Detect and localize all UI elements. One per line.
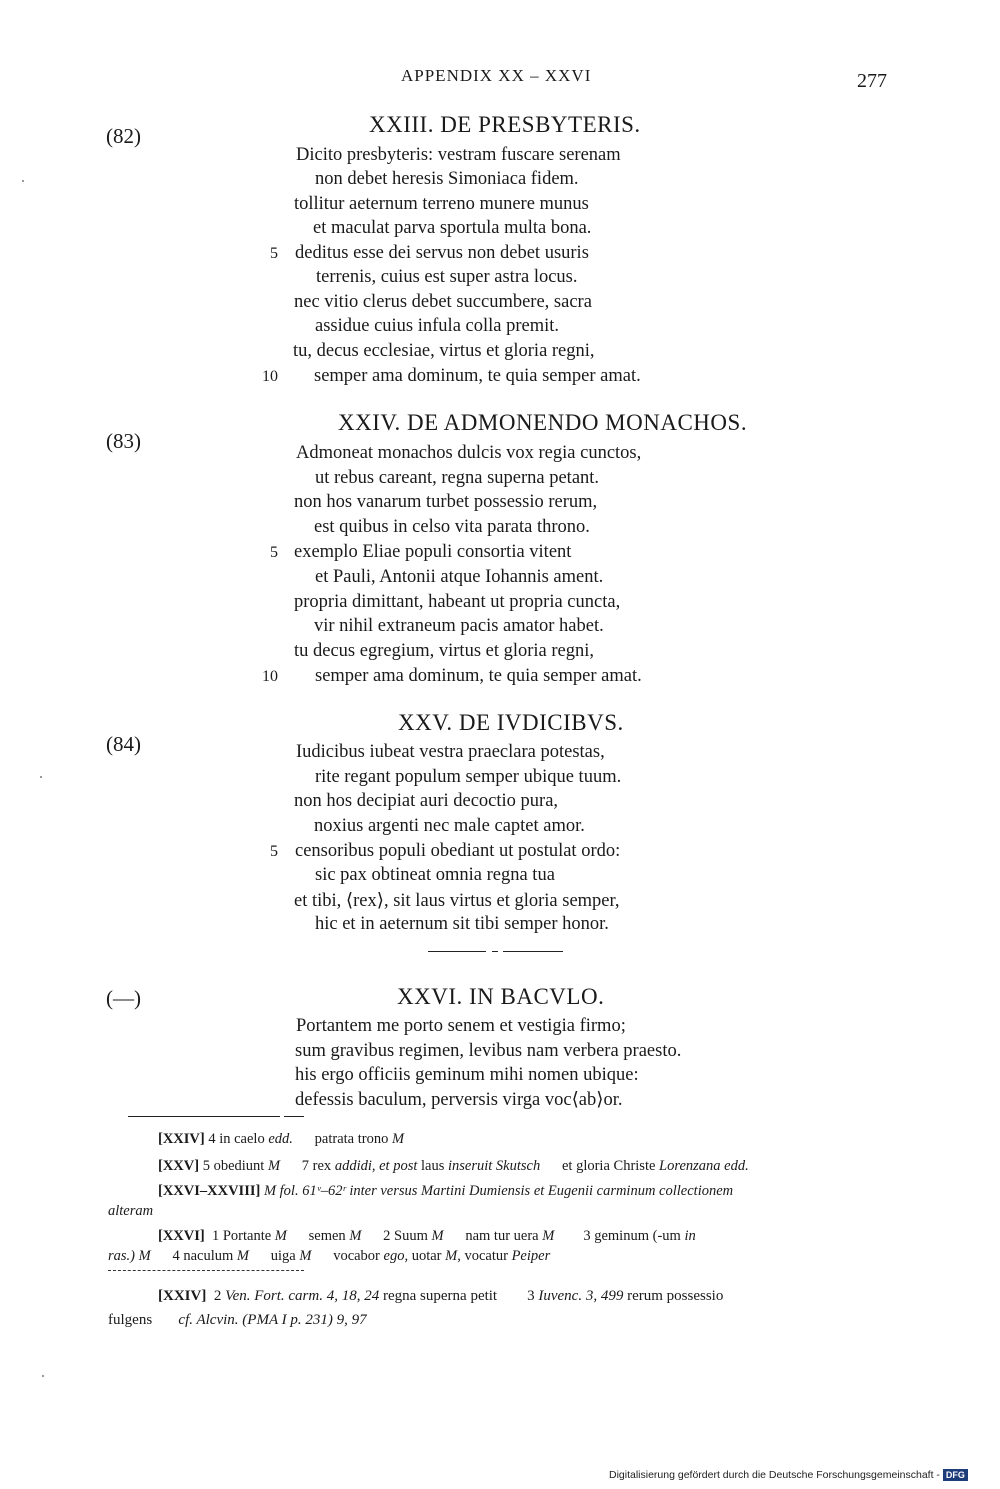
scan-speck — [40, 776, 42, 778]
apparatus-tag: [XXIV] — [158, 1131, 205, 1147]
apparatus-text: patrata trono — [314, 1131, 389, 1147]
apparatus-text: 1 Portante — [211, 1228, 272, 1244]
verse-line: sum gravibus regimen, levibus nam verbera praesto. — [295, 1041, 682, 1061]
section-separator — [428, 951, 486, 952]
apparatus-siglum: M — [236, 1248, 249, 1264]
poem-ref-84: (84) — [106, 732, 141, 756]
running-title: APPENDIX XX – XXVI — [401, 66, 592, 85]
apparatus-siglum: M — [274, 1228, 287, 1244]
apparatus-siglum: M, — [445, 1248, 461, 1264]
verse-line: et maculat parva sportula multa bona. — [313, 218, 592, 238]
verse-line: tu, decus ecclesiae, virtus et gloria regni, — [293, 341, 595, 361]
verse-line: tollitur aeternum terreno munere munus — [294, 194, 589, 214]
apparatus-text: uiga — [270, 1248, 296, 1264]
verse-line: his ergo officiis geminum mihi nomen ubique: — [295, 1065, 639, 1085]
sources-tag: [XXIV] — [158, 1288, 207, 1304]
apparatus-siglum: M — [138, 1248, 151, 1264]
verse-line: defessis baculum, perversis virga voc⟨ab⟩or. — [295, 1090, 623, 1110]
credit-text: Digitalisierung gefördert durch die Deutsche Forschungsgemeinschaft - — [609, 1469, 940, 1481]
apparatus-text: vocabor — [333, 1248, 380, 1264]
verse-line: est quibus in celso vita parata throno. — [314, 517, 590, 537]
poem-title-xxvi: XXVI. IN BACVLO. — [397, 984, 605, 1009]
verse-line: assidue cuius infula colla premit. — [315, 316, 560, 336]
verse-line: sic pax obtineat omnia regna tua — [315, 865, 555, 885]
apparatus-tag: [XXVI–XXVIII] — [158, 1183, 261, 1199]
poem-title-xxiv: XXIV. DE ADMONENDO MONACHOS. — [338, 410, 748, 435]
apparatus-note: alteram — [108, 1203, 154, 1219]
apparatus-rule — [128, 1116, 280, 1117]
apparatus-note: Peiper — [511, 1248, 551, 1264]
line-number: 5 — [270, 544, 278, 561]
apparatus-rule — [284, 1116, 304, 1117]
scan-speck — [22, 180, 24, 182]
poem-ref-none: (—) — [106, 986, 141, 1010]
verse-line: hic et in aeternum sit tibi semper honor. — [315, 914, 609, 934]
verse-line: non hos decipiat auri decoctio pura, — [294, 791, 559, 811]
verse-line: exemplo Eliae populi consortia vitent — [294, 542, 572, 562]
verse-line: deditus esse dei servus non debet usuris — [295, 243, 589, 263]
verse-line: nec vitio clerus debet succumbere, sacra — [294, 292, 592, 312]
apparatus-text: 7 rex — [301, 1158, 332, 1174]
apparatus-text: 3 geminum (-um — [583, 1228, 681, 1244]
verse-line: noxius argenti nec male captet amor. — [314, 816, 585, 836]
apparatus-siglum: M — [542, 1228, 555, 1244]
sources-entry-cont — [108, 1310, 367, 1330]
sources-citation: Ven. Fort. carm. 4, 18, 24 — [225, 1288, 380, 1304]
page-number: 277 — [857, 70, 887, 92]
apparatus-siglum: M — [267, 1158, 281, 1174]
apparatus-text: 5 obediunt — [202, 1158, 265, 1174]
dfg-logo: DFG — [943, 1469, 968, 1481]
digitization-credit — [609, 1469, 968, 1481]
apparatus-entry-xxiv — [158, 1129, 404, 1149]
apparatus-entry-cont — [108, 1201, 153, 1221]
apparatus-text: vocatur — [464, 1248, 508, 1264]
sources-entry-xxiv — [158, 1286, 723, 1306]
apparatus-note: ego, — [383, 1248, 409, 1264]
verse-line: Iudicibus iubeat vestra praeclara potestas, — [296, 742, 605, 762]
apparatus-text: 4 in caelo — [208, 1131, 265, 1147]
verse-line: et Pauli, Antonii atque Iohannis ament. — [315, 567, 604, 587]
verse-line: terrenis, cuius est super astra locus. — [316, 267, 578, 287]
apparatus-entry-cont — [108, 1246, 550, 1266]
apparatus-note: M fol. 61ᵛ–62ʳ inter versus Martini Dumiensis et Eugenii carminum collectionem — [263, 1183, 734, 1199]
apparatus-tag: [XXVI] — [158, 1228, 205, 1244]
apparatus-text: semen — [308, 1228, 346, 1244]
verse-line: Dicito presbyteris: vestram fuscare serenam — [296, 145, 621, 165]
apparatus-note: in — [684, 1228, 696, 1244]
apparatus-note: addidi, — [334, 1158, 376, 1174]
poem-title-xxv: XXV. DE IVDICIBVS. — [398, 710, 624, 735]
apparatus-text: et gloria Christe — [561, 1158, 656, 1174]
sources-text: fulgens — [108, 1312, 153, 1328]
apparatus-siglum: M — [299, 1248, 312, 1264]
verse-line: semper ama dominum, te quia semper amat. — [315, 666, 642, 686]
section-separator — [492, 951, 498, 952]
poem-title-xxiii: XXIII. DE PRESBYTERIS. — [369, 112, 641, 137]
apparatus-siglum: M — [391, 1131, 405, 1147]
apparatus-siglum: edd. — [268, 1131, 293, 1147]
apparatus-entry-xxvi-xxviii — [158, 1181, 733, 1201]
apparatus-text: uotar — [411, 1248, 442, 1264]
apparatus-text: 4 naculum — [172, 1248, 234, 1264]
sources-text: 3 — [527, 1288, 535, 1304]
verse-line: censoribus populi obediant ut postulat ordo: — [295, 841, 621, 861]
verse-line: Admoneat monachos dulcis vox regia cunctos, — [296, 443, 642, 463]
sources-rule — [108, 1270, 304, 1271]
apparatus-note: inseruit Skutsch — [448, 1158, 541, 1174]
apparatus-entry-xxv — [158, 1156, 749, 1176]
poem-ref-82: (82) — [106, 124, 141, 148]
scan-speck — [42, 1375, 44, 1377]
verse-line: rite regant populum semper ubique tuum. — [315, 767, 622, 787]
line-number: 5 — [270, 843, 278, 860]
line-number: 5 — [270, 245, 278, 262]
section-separator — [503, 951, 563, 952]
verse-line: vir nihil extraneum pacis amator habet. — [314, 616, 604, 636]
apparatus-note: et — [379, 1158, 390, 1174]
poem-ref-83: (83) — [106, 429, 141, 453]
verse-line: semper ama dominum, te quia semper amat. — [314, 366, 641, 386]
verse-line: non debet heresis Simoniaca fidem. — [315, 169, 579, 189]
verse-line: et tibi, ⟨rex⟩, sit laus virtus et gloria semper, — [294, 891, 620, 911]
apparatus-note: ras.) — [108, 1248, 135, 1264]
sources-citation: cf. Alcvin. (PMA I p. 231) 9, 97 — [178, 1312, 367, 1328]
sources-text: 2 — [213, 1288, 222, 1304]
apparatus-text: 2 Suum — [383, 1228, 428, 1244]
sources-citation: Iuvenc. 3, 499 — [538, 1288, 624, 1304]
apparatus-siglum: Lorenzana edd. — [659, 1158, 749, 1174]
apparatus-siglum: M — [349, 1228, 362, 1244]
verse-line: ut rebus careant, regna superna petant. — [315, 468, 600, 488]
apparatus-text: nam tur uera — [465, 1228, 539, 1244]
verse-line: propria dimittant, habeant ut propria cuncta, — [294, 592, 621, 612]
apparatus-siglum: M — [431, 1228, 444, 1244]
line-number: 10 — [262, 368, 278, 385]
verse-line: tu decus egregium, virtus et gloria regni, — [294, 641, 595, 661]
sources-text: regna superna petit — [382, 1288, 498, 1304]
apparatus-entry-xxvi — [158, 1226, 696, 1246]
apparatus-tag: [XXV] — [158, 1158, 200, 1174]
sources-text: rerum possessio — [627, 1288, 724, 1304]
apparatus-note: post — [393, 1158, 418, 1174]
verse-line: Portantem me porto senem et vestigia firmo; — [296, 1016, 626, 1036]
verse-line: non hos vanarum turbet possessio rerum, — [294, 492, 598, 512]
line-number: 10 — [262, 668, 278, 685]
apparatus-text: laus — [421, 1158, 445, 1174]
